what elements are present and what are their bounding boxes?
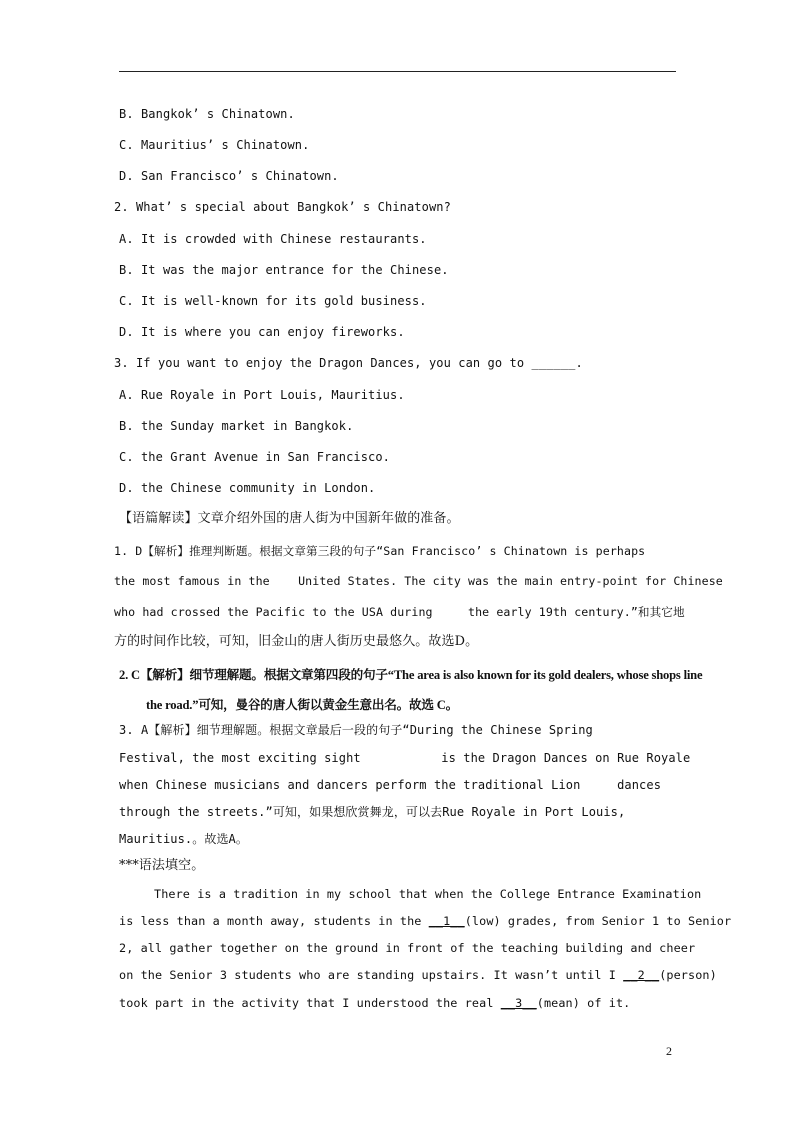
- passage-line-3: 2, all gather together on the ground in front of the teaching building and cheer: [119, 941, 696, 955]
- q3-option-a: A. Rue Royale in Port Louis, Mauritius.: [119, 388, 405, 402]
- q2-stem: 2. What’ s special about Bangkok’ s Chinatown?: [114, 200, 451, 214]
- q1-option-b: B. Bangkok’ s Chinatown.: [119, 107, 295, 121]
- answer-1-line-4: 方的时间作比较，可知，旧金山的唐人街历史最悠久。故选D。: [114, 634, 479, 649]
- blank-3: __3__: [500, 996, 537, 1010]
- passage-line-1: There is a tradition in my school that when the College Entrance Examination: [154, 887, 702, 901]
- page-number: 2: [666, 1044, 672, 1058]
- answer-3-line-2: Festival, the most exciting sight is the Dragon Dances on Rue Royale: [119, 751, 691, 765]
- answer-2-line-1: 2. C【解析】细节理解题。根据文章第四段的句子“The area is also known for its gold dealers, whose shops line: [119, 668, 703, 682]
- q3-option-c: C. the Grant Avenue in San Francisco.: [119, 450, 391, 464]
- q2-option-a: A. It is crowded with Chinese restaurants.: [119, 232, 427, 246]
- passage-text: (person): [659, 968, 717, 982]
- passage-text: (low) grades, from Senior 1 to Senior: [464, 914, 732, 928]
- answer-3-line-5: Mauritius.。故选A。: [119, 832, 248, 846]
- q3-option-d: D. the Chinese community in London.: [119, 481, 376, 495]
- passage-text: took part in the activity that I understood the real: [119, 996, 501, 1010]
- q1-option-d: D. San Francisco’ s Chinatown.: [119, 169, 339, 183]
- passage-text: (mean) of it.: [536, 996, 631, 1010]
- passage-text: on the Senior 3 students who are standing upstairs. It wasn’t until I: [119, 968, 624, 982]
- answer-3-line-3: when Chinese musicians and dancers perform the traditional Lion dances: [119, 778, 662, 792]
- section-title: ***语法填空。: [119, 858, 205, 873]
- q2-option-b: B. It was the major entrance for the Chinese.: [119, 263, 449, 277]
- passage-summary: 【语篇解读】文章介绍外国的唐人街为中国新年做的准备。: [119, 511, 460, 526]
- passage-line-5: [119, 995, 630, 1011]
- q1-option-c: C. Mauritius’ s Chinatown.: [119, 138, 310, 152]
- answer-2-line-2: the road.”可知，曼谷的唐人街以黄金生意出名。故选 C。: [146, 698, 459, 712]
- q2-option-d: D. It is where you can enjoy fireworks.: [119, 325, 405, 339]
- blank-2: __2__: [623, 968, 660, 982]
- passage-text: is less than a month away, students in the: [119, 914, 429, 928]
- header-rule: [119, 71, 676, 72]
- answer-3-line-4: through the streets.”可知，如果想欣赏舞龙，可以去Rue Royale in Port Louis,: [119, 805, 626, 819]
- q3-stem: 3. If you want to enjoy the Dragon Dances, you can go to ______.: [114, 356, 583, 370]
- q2-option-c: C. It is well-known for its gold business.: [119, 294, 427, 308]
- q3-option-b: B. the Sunday market in Bangkok.: [119, 419, 354, 433]
- answer-1-line-2: the most famous in the United States. The city was the main entry-point for Chinese: [114, 574, 723, 588]
- answer-1-line-3: who had crossed the Pacific to the USA during the early 19th century.”和其它地: [114, 605, 685, 619]
- passage-line-4: [119, 967, 717, 983]
- answer-3-line-1: 3. A【解析】细节理解题。根据文章最后一段的句子“During the Chinese Spring: [119, 723, 593, 737]
- passage-line-2: [119, 913, 731, 929]
- answer-1-line-1: 1. D【解析】推理判断题。根据文章第三段的句子“San Francisco’ s Chinatown is perhaps: [114, 544, 646, 558]
- blank-1: __1__: [428, 914, 465, 928]
